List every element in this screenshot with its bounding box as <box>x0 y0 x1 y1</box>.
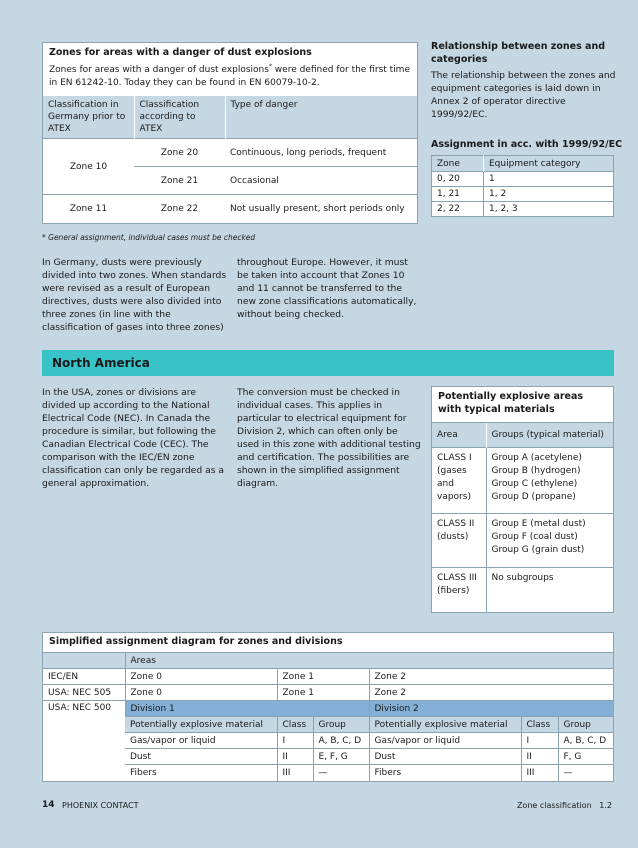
table-row <box>432 514 613 568</box>
area-line: (dusts) <box>437 532 469 542</box>
dust-cell-danger: Not usually present, short periods only <box>225 195 417 223</box>
assignment-table <box>431 155 614 217</box>
diagram-zone-cell: Zone 2 <box>369 669 613 685</box>
dust-intro-part-b: were defined for the first time in EN 61242-10. Today they can be found in EN 60079-10-2. <box>49 65 410 88</box>
area-line: (gases <box>437 466 467 476</box>
assignment-cell-category: 1, 2, 3 <box>484 202 614 217</box>
diagram-cell: III <box>277 765 313 781</box>
table-row <box>432 202 614 217</box>
diagram-cell: Dust <box>125 749 277 765</box>
area-line: vapors) <box>437 492 471 502</box>
explosive-areas-title: Potentially explosive areas with typical materials <box>438 391 584 415</box>
relationship-text: The relationship between the zones and equipment categories is laid down in Annex 2 of operator directive 1999/92/EC. <box>431 70 616 120</box>
areas-cell-class <box>432 568 486 612</box>
diagram-zone-cell: Zone 2 <box>369 685 613 701</box>
assignment-cell-category: 1 <box>484 172 614 187</box>
areas-header-groups: Groups (typical material) <box>486 423 613 448</box>
group-line: Group B (hydrogen) <box>491 466 581 476</box>
dust-footnote: * General assignment, individual cases must be checked <box>42 233 256 242</box>
diagram-areas-label: Areas <box>125 653 613 669</box>
table-row <box>43 717 613 733</box>
diagram-row-label: USA: NEC 505 <box>43 685 125 701</box>
germany-text-col2: throughout Europe. However, it must be taken into account that Zones 10 and 11 cannot be transferred to the new zone classifications automatically, without being checked. <box>237 257 417 320</box>
group-line: Group D (propane) <box>491 492 576 502</box>
usa-text-col1: In the USA, zones or divisions are divided up according to the National Electrical Code (NEC). In Canada the procedure is similar, but following the Canadian Electrical Code (CEC). The comparison with the IEC/EN zone classification can only be regarded as a general approximation. <box>42 387 225 489</box>
area-line: (fibers) <box>437 586 470 596</box>
diagram-row-label: USA: NEC 500 <box>43 701 125 781</box>
north-america-banner <box>42 350 614 376</box>
table-row <box>432 172 614 187</box>
areas-header-area: Area <box>432 423 486 448</box>
dust-intro-asterisk: * <box>268 63 272 70</box>
diagram-cell: — <box>558 765 613 781</box>
area-line: CLASS III <box>437 573 477 583</box>
relationship-title: Relationship between zones and categories <box>431 41 606 65</box>
table-row <box>43 749 613 765</box>
diagram-cell: Fibers <box>125 765 277 781</box>
table-row <box>432 448 613 514</box>
dust-cell-atex-zone: Zone 20 <box>134 139 225 167</box>
assignment-cell-zone: 0, 20 <box>432 172 484 187</box>
areas-cell-groups <box>486 514 613 568</box>
diagram-row-label: IEC/EN <box>43 669 125 685</box>
diagram-zone-cell: Zone 0 <box>125 669 277 685</box>
assignment-header-category: Equipment category <box>484 156 614 172</box>
dust-cell-atex-zone: Zone 21 <box>134 167 225 195</box>
explosive-areas-box <box>431 386 614 613</box>
diagram-zone-cell: Zone 1 <box>277 685 369 701</box>
diagram-cell: — <box>313 765 369 781</box>
diagram-division-cell: Division 2 <box>369 701 613 717</box>
diagram-division-cell: Division 1 <box>125 701 369 717</box>
diagram-cell: Gas/vapor or liquid <box>125 733 277 749</box>
dust-header-germany: Classification in Germany prior to ATEX <box>43 96 134 139</box>
areas-cell-class <box>432 514 486 568</box>
areas-cell-groups <box>486 568 613 612</box>
diagram-cell: III <box>521 765 558 781</box>
section-reference: Zone classification 1.2 <box>516 801 612 810</box>
table-row <box>43 139 417 167</box>
germany-text-col1: In Germany, dusts were previously divided into two zones. When standards were revised as a result of European directives, dusts were also divided into three zones (in line with the classification of gases into three zones) <box>42 257 227 333</box>
diagram-cell: E, F, G <box>313 749 369 765</box>
dust-cell-old-zone: Zone 11 <box>43 195 134 223</box>
dust-zones-table <box>43 96 417 223</box>
table-row <box>43 669 613 685</box>
page-number: 14 <box>42 800 55 810</box>
table-row <box>43 653 613 669</box>
assignment-title: Assignment in acc. with 1999/92/EC <box>431 139 623 150</box>
areas-cell-groups <box>486 448 613 514</box>
diagram-subheader-group: Group <box>558 717 613 733</box>
dust-header-danger: Type of danger <box>225 96 417 139</box>
diagram-zone-cell: Zone 0 <box>125 685 277 701</box>
assignment-header-zone: Zone <box>432 156 484 172</box>
dust-header-atex: Classification according to ATEX <box>134 96 225 139</box>
diagram-cell: A, B, C, D <box>313 733 369 749</box>
table-row <box>432 187 614 202</box>
diagram-blank-cell <box>43 653 125 669</box>
dust-cell-old-zone: Zone 10 <box>43 139 134 195</box>
area-line: CLASS II <box>437 519 475 529</box>
group-line: Group E (metal dust) <box>491 519 586 529</box>
diagram-subheader-material: Potentially explosive material <box>369 717 521 733</box>
diagram-cell: Fibers <box>369 765 521 781</box>
area-line: CLASS I <box>437 453 472 463</box>
dust-zones-title: Zones for areas with a danger of dust explosions <box>49 47 312 58</box>
diagram-subheader-group: Group <box>313 717 369 733</box>
diagram-cell: II <box>521 749 558 765</box>
group-line: Group F (coal dust) <box>491 532 578 542</box>
diagram-subheader-material: Potentially explosive material <box>125 717 277 733</box>
diagram-cell: I <box>521 733 558 749</box>
assignment-diagram-title: Simplified assignment diagram for zones and divisions <box>49 636 343 647</box>
diagram-subheader-class: Class <box>521 717 558 733</box>
diagram-subheader-class: Class <box>277 717 313 733</box>
assignment-cell-category: 1, 2 <box>484 187 614 202</box>
assignment-cell-zone: 2, 22 <box>432 202 484 217</box>
assignment-diagram-table <box>43 652 613 781</box>
diagram-cell: Gas/vapor or liquid <box>369 733 521 749</box>
diagram-cell: Dust <box>369 749 521 765</box>
group-line: No subgroups <box>491 573 554 583</box>
dust-cell-danger: Occasional <box>225 167 417 195</box>
diagram-zone-cell: Zone 1 <box>277 669 369 685</box>
group-line: Group C (ethylene) <box>491 479 578 489</box>
dust-zones-box <box>42 42 418 224</box>
explosive-areas-table <box>432 422 613 612</box>
table-row <box>432 568 613 612</box>
table-row <box>43 765 613 781</box>
dust-cell-atex-zone: Zone 22 <box>134 195 225 223</box>
table-row <box>43 701 613 717</box>
table-row <box>43 195 417 223</box>
diagram-cell: F, G <box>558 749 613 765</box>
area-line: and <box>437 479 454 489</box>
dust-cell-danger: Continuous, long periods, frequent <box>225 139 417 167</box>
assignment-diagram-box <box>42 632 614 782</box>
areas-cell-class <box>432 448 486 514</box>
group-line: Group G (grain dust) <box>491 545 585 555</box>
usa-text-col2: The conversion must be checked in individual cases. This applies in particular to electrical equipment for Division 2, which can often only be used in this zone with additional testing and certification. The possibilities are shown in the simplified assignment diagram. <box>237 387 421 489</box>
diagram-cell: II <box>277 749 313 765</box>
company-name: PHOENIX CONTACT <box>62 801 139 810</box>
table-row <box>43 685 613 701</box>
group-line: Group A (acetylene) <box>491 453 582 463</box>
diagram-cell: A, B, C, D <box>558 733 613 749</box>
diagram-cell: I <box>277 733 313 749</box>
dust-zones-intro <box>43 60 417 96</box>
north-america-title: North America <box>52 356 150 370</box>
table-row <box>43 733 613 749</box>
dust-intro-part-a: Zones for areas with a danger of dust explosions <box>49 65 269 75</box>
assignment-cell-zone: 1, 21 <box>432 187 484 202</box>
